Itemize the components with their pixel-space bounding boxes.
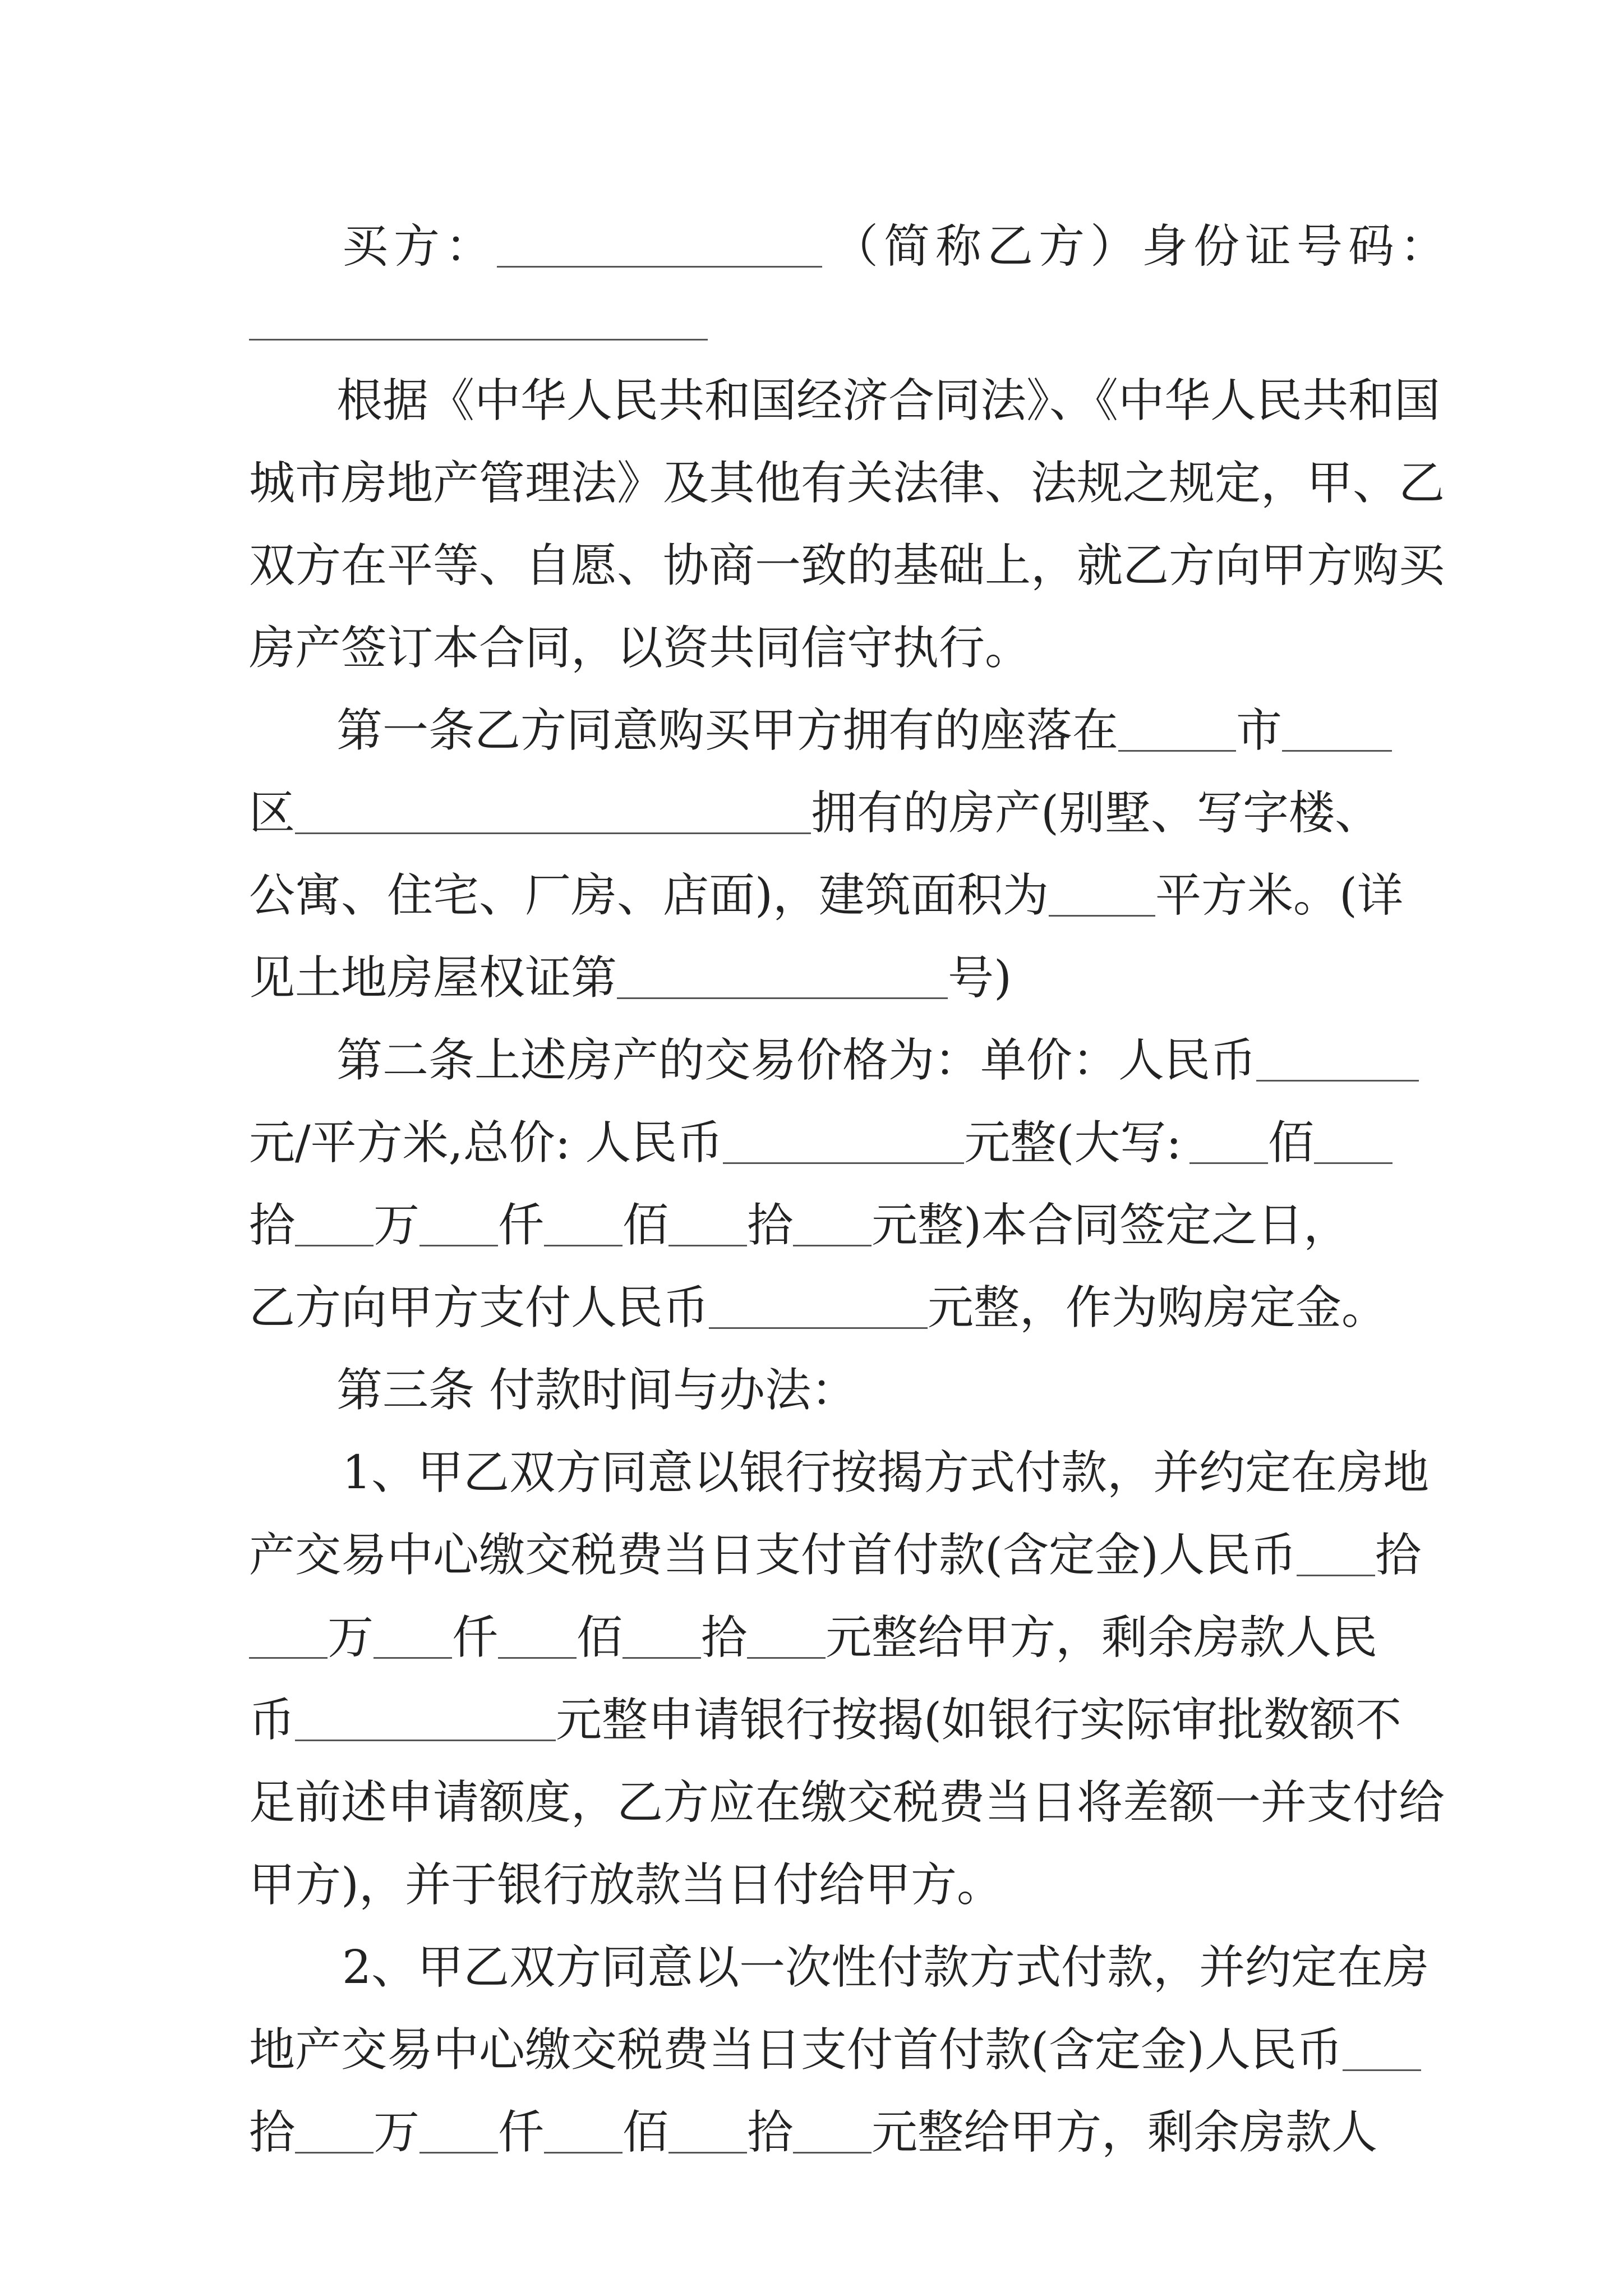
article3-p1-line-4: 币 元整申请银行按揭(如银行实际审批数额不	[249, 1694, 1402, 1747]
buyer-abbr-id-label: （简称乙方）身份证号码：	[832, 220, 1452, 273]
article2-line-1: 第二条上述房产的交易价格为：单价：人民币	[336, 1019, 1382, 1103]
deposit-blank	[709, 1327, 928, 1329]
city-blank	[1118, 749, 1236, 752]
article3-p1-line-3: 万 仟 佰 拾 元整给甲方，剩余房款人民	[249, 1596, 1382, 1680]
article2-line-4: 乙方向甲方支付人民币 元整，作为购房定金。	[249, 1281, 1388, 1335]
address-blank	[295, 832, 811, 834]
buyer-name-blank	[497, 265, 822, 268]
buyer-label: 买方：	[342, 220, 497, 273]
article1-line-4: 见土地房屋权证第 号)	[249, 951, 1012, 1005]
certificate-number-blank	[617, 997, 948, 999]
article2-line-2: 元/平方米,总价: 人民币 元整(大写: 佰	[249, 1101, 1382, 1185]
buyer-line	[342, 205, 1452, 289]
preamble-line-3: 双方在平等、自愿、协商一致的基础上，就乙方向甲方购买	[249, 539, 1445, 592]
article3-p2-line-1: 2、甲乙双方同意以一次性付款方式付款，并约定在房	[342, 1941, 1430, 1994]
article2-line-3: 拾 万 仟 佰 拾 元整)本合同签定之日，	[249, 1199, 1350, 1252]
article1-line-3: 公寓、住宅、厂房、店面)，建筑面积为 平方米。(详	[249, 869, 1403, 922]
article1-line-1: 第一条乙方同意购买甲方拥有的座落在 市	[336, 689, 1382, 773]
district-blank	[1282, 749, 1392, 752]
area-blank	[1049, 914, 1155, 917]
mortgage-amount-blank	[295, 1739, 556, 1741]
preamble-line-4: 房产签订本合同，以资共同信守执行。	[249, 622, 1031, 675]
article3-p1-line-5: 足前述申请额度，乙方应在缴交税费当日将差额一并支付给	[249, 1776, 1445, 1829]
preamble-line-2: 城市房地产管理法》及其他有关法律、法规之规定，甲、乙	[249, 457, 1445, 510]
id-number-blank	[249, 339, 708, 341]
preamble-line-1: 根据《中华人民共和国经济合同法》、《中华人民共和国	[336, 374, 1441, 427]
article3-p1-line-1: 1、甲乙双方同意以银行按揭方式付款，并约定在房地	[342, 1446, 1430, 1499]
article3-p1-line-2: 产交易中心缴交税费当日支付首付款(含定金)人民币 拾	[249, 1529, 1421, 1582]
article3-title: 第三条 付款时间与办法：	[336, 1364, 857, 1417]
article1-line-2: 区 拥有的房产(别墅、写字楼、	[249, 786, 1381, 840]
article3-p2-line-3: 拾 万 仟 佰 拾 元整给甲方，剩余房款人	[249, 2106, 1378, 2159]
unit-price-blank	[1256, 1079, 1419, 1082]
article3-p1-line-6: 甲方)，并于银行放款当日付给甲方。	[249, 1858, 1003, 1912]
total-price-blank	[723, 1162, 964, 1164]
article3-p2-line-2: 地产交易中心缴交税费当日支付首付款(含定金)人民币	[249, 2008, 1382, 2092]
